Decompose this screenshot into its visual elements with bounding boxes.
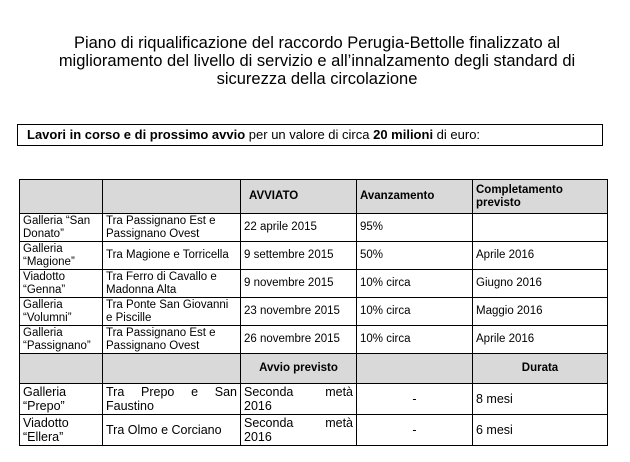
work-completion: Giugno 2016 [473,270,608,298]
banner-tail: di euro: [433,127,481,142]
work-section: Tra Ferro di Cavallo e Madonna Alta [103,270,241,298]
table-row [20,384,608,415]
work-progress: - [357,384,473,415]
work-progress: 95% [357,214,473,242]
work-start: 22 aprile 2015 [241,214,357,242]
work-start: Seconda metà 2016 [241,415,357,446]
work-name: Galleria “Magione” [20,242,103,270]
header-durata: Durata [473,354,608,384]
works-summary-banner [17,124,603,146]
work-completion: Aprile 2016 [473,326,608,354]
table-row [20,270,608,298]
table-row [20,242,608,270]
work-section: Tra Olmo e Corciano [103,415,241,446]
title-line-1: Piano di riqualificazione del raccordo Perugia-Bettolle finalizzato al [73,34,561,52]
banner-amount: 20 milioni [373,127,434,142]
work-duration: 8 mesi [473,384,608,415]
banner-bold-text: Lavori in corso e di prossimo avvio [27,127,246,142]
works-table [19,179,608,446]
header-empty-cell [103,180,241,214]
work-name: Viadotto “Genna” [20,270,103,298]
title-line-3: sicurezza della circolazione [216,70,418,88]
work-progress: - [357,415,473,446]
work-duration: 6 mesi [473,415,608,446]
header-empty-cell [20,354,103,384]
work-start: 26 novembre 2015 [241,326,357,354]
header-empty-cell [20,180,103,214]
work-section: Tra Passignano Est e Passignano Ovest [103,214,241,242]
header-avanzamento: Avanzamento [357,180,473,214]
table-row [20,326,608,354]
work-start: 23 novembre 2015 [241,298,357,326]
title-line-2: miglioramento del livello di servizio e all’innalzamento degli standard di [58,52,576,70]
work-name: Viadotto “Ellera” [20,415,103,446]
header-empty-cell [357,354,473,384]
work-progress: 10% circa [357,270,473,298]
work-name: Galleria “Passignano” [20,326,103,354]
work-completion: Aprile 2016 [473,242,608,270]
table-row [20,298,608,326]
table-row [20,214,608,242]
header-row-started [20,180,608,214]
work-name: Galleria “Volumni” [20,298,103,326]
header-avviato: AVVIATO [241,180,357,214]
work-completion [473,214,608,242]
work-name: Galleria “Prepo” [20,384,103,415]
table-row [20,415,608,446]
work-progress: 10% circa [357,326,473,354]
work-completion: Maggio 2016 [473,298,608,326]
header-empty-cell [103,354,241,384]
work-section: Tra Prepo e San Faustino [103,384,241,415]
work-progress: 50% [357,242,473,270]
banner-text: per un valore di circa [245,127,374,142]
work-start: 9 settembre 2015 [241,242,357,270]
work-section: Tra Ponte San Giovanni e Piscille [103,298,241,326]
work-start: Seconda metà 2016 [241,384,357,415]
work-progress: 10% circa [357,298,473,326]
header-row-planned [20,354,608,384]
work-start: 9 novembre 2015 [241,270,357,298]
work-name: Galleria “San Donato” [20,214,103,242]
header-completamento: Completamento previsto [473,180,608,214]
document-title [20,34,614,88]
header-avvio-previsto: Avvio previsto [241,354,357,384]
work-section: Tra Magione e Torricella [103,242,241,270]
work-section: Tra Passignano Est e Passignano Ovest [103,326,241,354]
